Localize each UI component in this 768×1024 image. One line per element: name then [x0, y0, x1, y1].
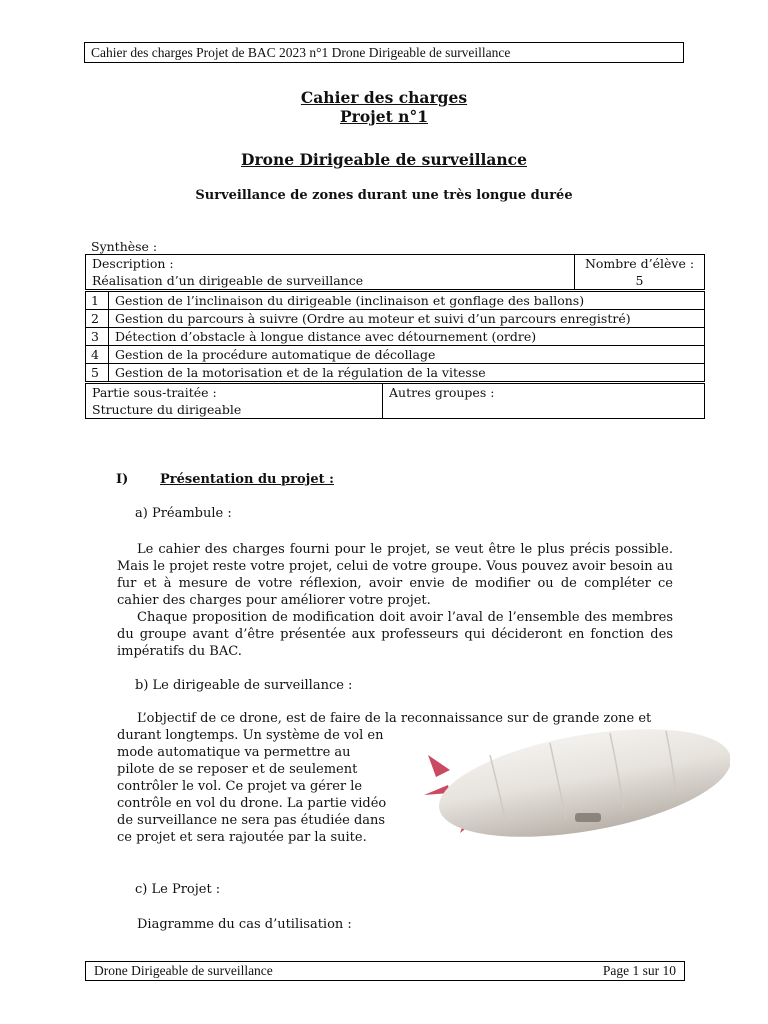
subcontracted-cell: [86, 384, 383, 419]
airship-paragraph-rest: durant longtemps. Un système de vol en mode automatique va permettre au pilote de se reposer et de seulement contrôler le vol. Ce projet va gérer le contrôle en vol du drone. La partie vidéo de surveillance ne sera pas étudiée dans ce projet et sera rajoutée par la suite.: [117, 728, 387, 845]
airship-image: [410, 715, 730, 845]
subcontracted-value: Structure du dirigeable: [92, 402, 242, 417]
document-title: [84, 88, 684, 126]
subsection-b-title: b) Le dirigeable de surveillance :: [135, 678, 353, 693]
table-row: [86, 346, 705, 364]
section-title: Présentation du projet :: [160, 472, 334, 487]
other-groups-label: Autres groupes :: [389, 385, 495, 400]
task-number: 4: [86, 346, 109, 364]
preamble-paragraph-2: Chaque proposition de modification doit avoir l’aval de l’ensemble des membres du groupe avant d’être présentée aux professeurs qui décideront en fonction des impératifs du BAC.: [117, 610, 673, 659]
description-value: Réalisation d’un dirigeable de surveillance: [92, 273, 364, 288]
gondola: [575, 813, 601, 822]
main-title: Drone Dirigeable de surveillance: [241, 150, 527, 169]
students-value: 5: [635, 273, 644, 288]
header-text: Cahier des charges Projet de BAC 2023 n°1 Drone Dirigeable de surveillance: [91, 45, 511, 60]
task-text: Gestion de l’inclinaison du dirigeable (inclinaison et gonflage des ballons): [109, 292, 705, 310]
section-heading: [116, 472, 334, 487]
other-groups-cell: [383, 384, 705, 419]
task-text: Gestion de la procédure automatique de décollage: [109, 346, 705, 364]
description-cell: [86, 255, 575, 290]
use-case-label: Diagramme du cas d’utilisation :: [137, 917, 352, 932]
preamble-text: [117, 541, 673, 660]
table-row: [86, 292, 705, 310]
tasks-table: [85, 291, 705, 382]
page-number: Page 1 sur 10: [602, 963, 676, 978]
table-row: [86, 364, 705, 382]
subcontracted-label: Partie sous-traitée :: [92, 385, 217, 400]
section-number: I): [116, 472, 129, 487]
students-label: Nombre d’élève :: [584, 256, 695, 271]
description-table: [85, 254, 705, 290]
preamble-paragraph-1: Le cahier des charges fourni pour le projet, se veut être le plus précis possible. Mais le projet reste votre projet, celui de votre groupe. Vous pouvez avoir besoin au fur et à mesure de votre réflexion, avoir envie de modifier ou de compléter ce cahier des charges pour améliorer votre projet.: [117, 542, 673, 608]
synthese-label: Synthèse :: [91, 239, 158, 254]
task-number: 2: [86, 310, 109, 328]
subcontract-table: [85, 383, 705, 419]
task-number: 5: [86, 364, 109, 382]
title-line-2: Projet n°1: [340, 107, 428, 126]
footer-title: Drone Dirigeable de surveillance: [94, 963, 273, 978]
subsection-a-title: a) Préambule :: [135, 506, 232, 521]
page-footer: [85, 961, 685, 981]
subsection-c-title: c) Le Projet :: [135, 882, 221, 897]
task-text: Gestion de la motorisation et de la régulation de la vitesse: [109, 364, 705, 382]
task-number: 3: [86, 328, 109, 346]
page-header: [84, 42, 684, 63]
table-row: [86, 328, 705, 346]
task-number: 1: [86, 292, 109, 310]
title-line-1: Cahier des charges: [300, 88, 468, 107]
task-text: Détection d’obstacle à longue distance avec détournement (ordre): [109, 328, 705, 346]
airship-paragraph-first-line: L’objectif de ce drone, est de faire de la reconnaissance sur de grande zone et: [137, 711, 652, 726]
subtitle: Surveillance de zones durant une très longue durée: [195, 188, 573, 203]
task-text: Gestion du parcours à suivre (Ordre au moteur et suivi d’un parcours enregistré): [109, 310, 705, 328]
table-row: [86, 310, 705, 328]
hull: [431, 715, 730, 845]
tail-fin-top: [428, 755, 450, 777]
students-cell: [575, 255, 705, 290]
description-label: Description :: [92, 256, 174, 271]
